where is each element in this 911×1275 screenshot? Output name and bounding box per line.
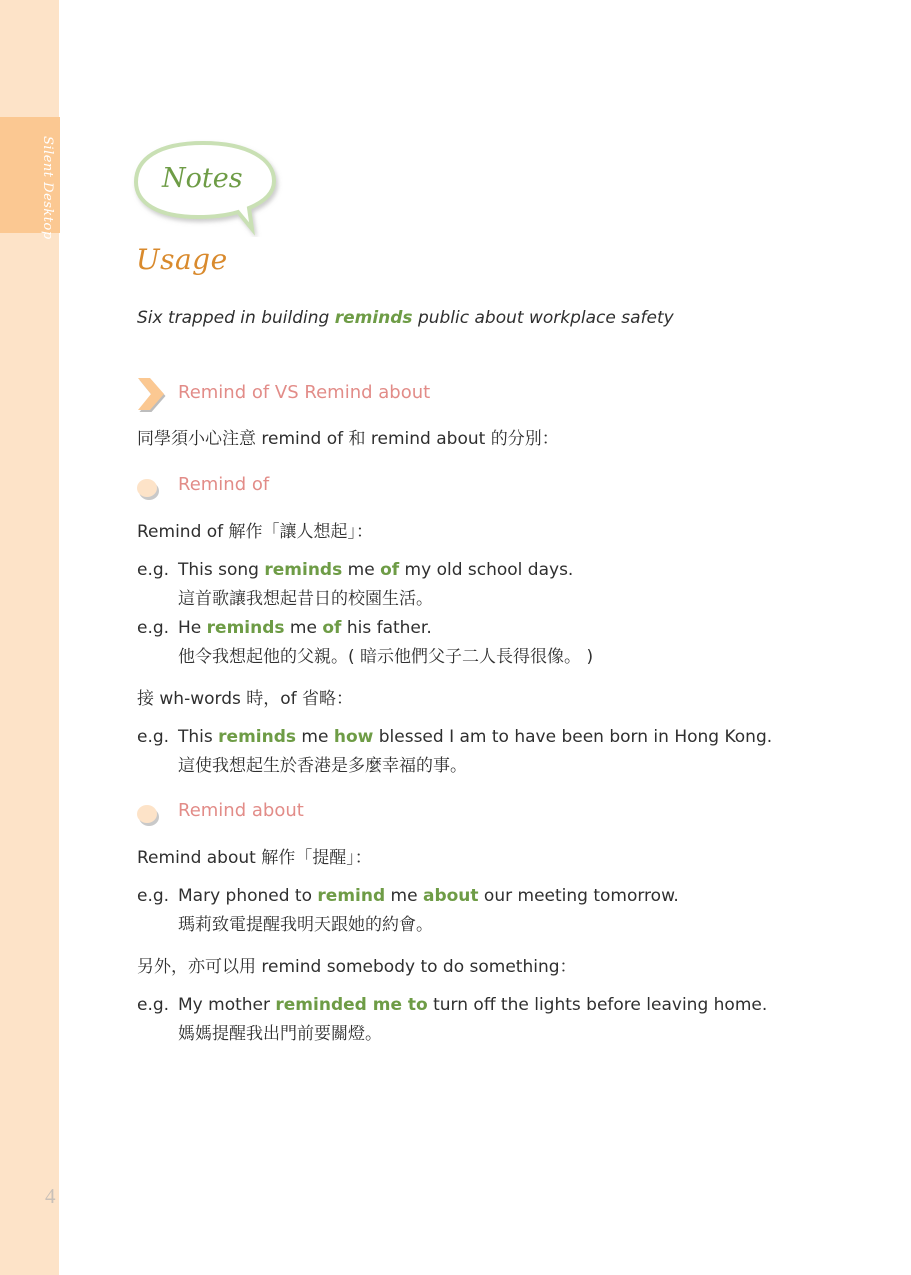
example-keyword: reminds <box>218 727 297 747</box>
example-keyword: of <box>380 560 400 580</box>
headline-text: Six trapped in building <box>137 308 335 328</box>
example-text: He <box>178 618 207 638</box>
example-text: blessed I am to have been born in Hong Kong. <box>373 727 773 747</box>
example-text: Mary phoned to <box>178 886 318 906</box>
example-keyword: remind <box>317 886 386 906</box>
bullet-dot-icon <box>135 802 161 828</box>
example-chinese: 這首歌讓我想起昔日的校園生活。 <box>178 589 433 609</box>
example-text: turn off the lights before leaving home. <box>427 995 768 1015</box>
bullet-dot-icon <box>135 476 161 502</box>
example-text: my old school days. <box>399 560 574 580</box>
headline-keyword: reminds <box>334 308 413 328</box>
example-keyword: about <box>422 886 479 906</box>
meaning-line: Remind about 解作「提醒」： <box>137 848 372 868</box>
example-english <box>178 995 767 1015</box>
example-keyword: reminds <box>264 560 343 580</box>
example-english <box>178 886 679 906</box>
example-english <box>178 618 432 638</box>
example-tag: e.g. <box>137 560 170 580</box>
example-tag: e.g. <box>137 886 170 906</box>
example-chinese: 他令我想起他的父親。( 暗示他們父子二人長得很像。 ) <box>178 647 594 667</box>
example-keyword: reminds <box>206 618 285 638</box>
section-intro: 同學須小心注意 remind of 和 remind about 的分別： <box>137 429 559 449</box>
example-tag: e.g. <box>137 727 170 747</box>
example-tag: e.g. <box>137 618 170 638</box>
example-text: me <box>342 560 381 580</box>
example-chinese: 瑪莉致電提醒我明天跟她的約會。 <box>178 915 433 935</box>
example-text: This <box>178 727 219 747</box>
chevron-right-icon <box>134 372 170 414</box>
meaning-line: Remind of 解作「讓人想起」： <box>137 522 374 542</box>
headline-text: public about workplace safety <box>412 308 674 328</box>
subsection-title: Remind of <box>178 474 270 495</box>
example-text: his father. <box>341 618 432 638</box>
example-text: This song <box>178 560 265 580</box>
section-title: Remind of VS Remind about <box>178 382 431 403</box>
example-text: me <box>296 727 334 747</box>
example-keyword: how <box>333 727 374 747</box>
example-text: me <box>385 886 423 906</box>
wh-note: 接 wh-words 時，of 省略： <box>137 689 354 709</box>
example-text: My mother <box>178 995 276 1015</box>
example-chinese: 媽媽提醒我出門前要關燈。 <box>178 1024 382 1044</box>
example-chinese: 這使我想起生於香港是多麼幸福的事。 <box>178 756 467 776</box>
example-keyword: of <box>322 618 342 638</box>
example-tag: e.g. <box>137 995 170 1015</box>
subsection-title: Remind about <box>178 800 304 821</box>
headline <box>137 308 674 328</box>
usage-title: Usage <box>136 243 228 276</box>
notes-label: Notes <box>162 163 243 194</box>
sidebar-tab-label: Silent Desktop <box>40 136 55 240</box>
example-english <box>178 727 772 747</box>
example-text: our meeting tomorrow. <box>478 886 679 906</box>
also-note: 另外，亦可以用 remind somebody to do something： <box>137 957 577 977</box>
example-keyword: reminded me to <box>275 995 428 1015</box>
example-text: me <box>284 618 323 638</box>
page-number: 4 <box>45 1184 56 1208</box>
example-english <box>178 560 573 580</box>
